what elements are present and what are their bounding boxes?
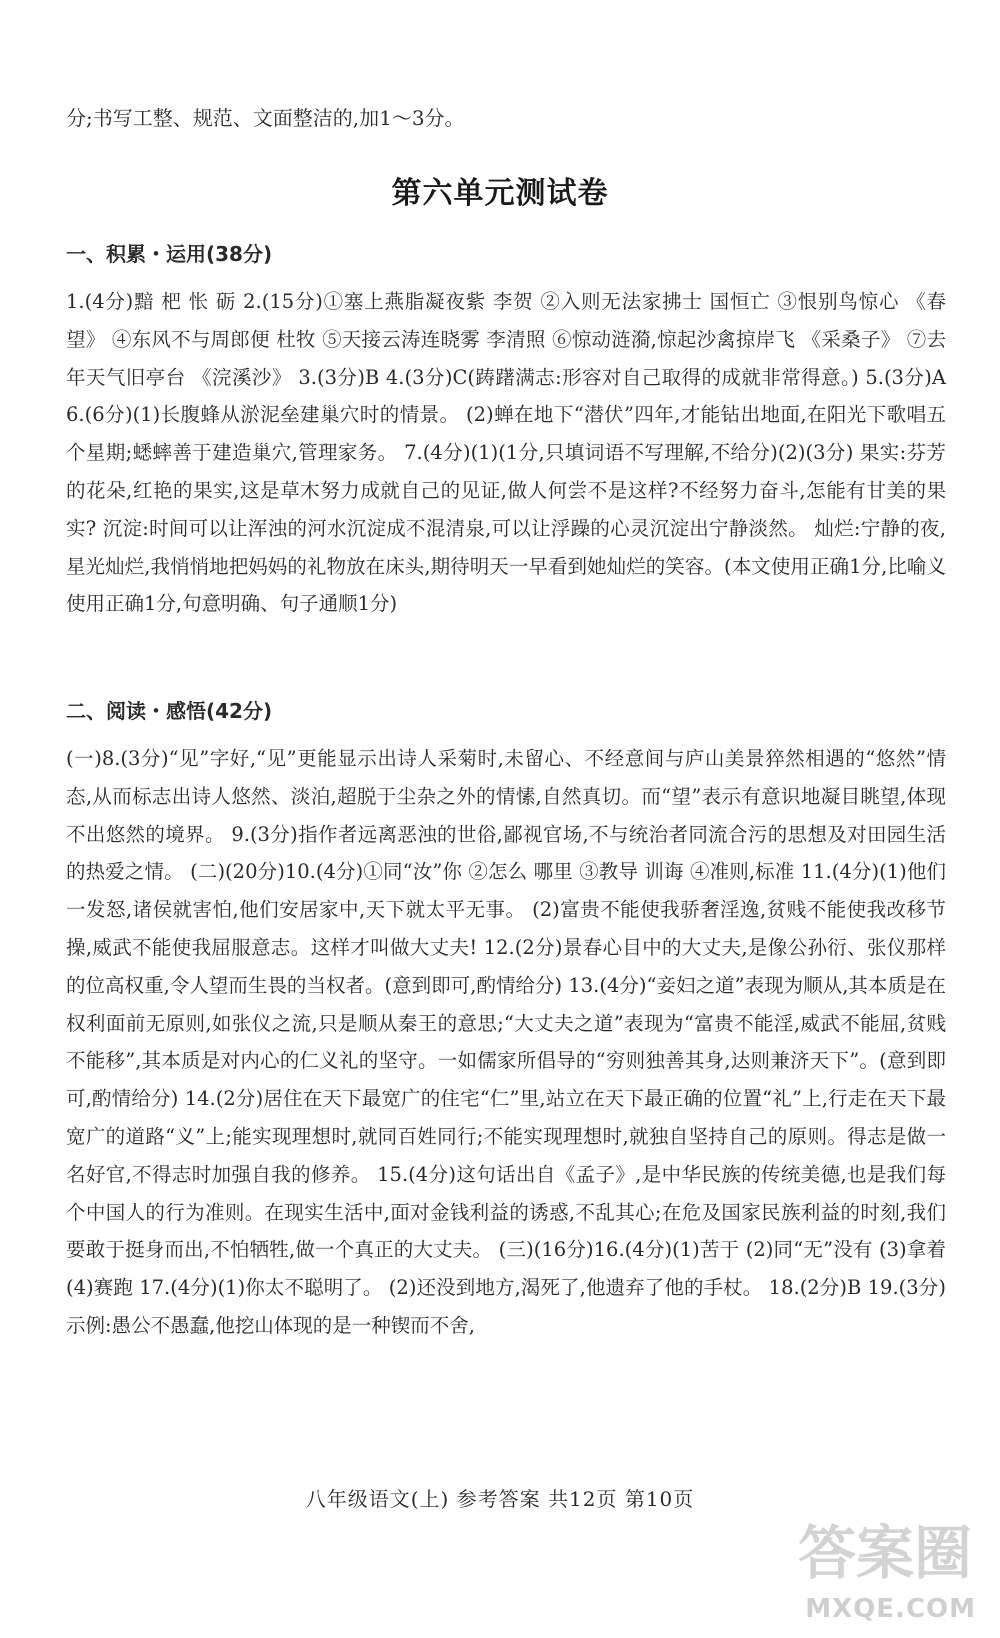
watermark-logo (776, 1494, 976, 1624)
section-heading-reading: 二、阅读・感悟(42分) (66, 699, 273, 723)
previous-section-tail: 分;书写工整、规范、文面整洁的,加1～3分。 (66, 106, 465, 130)
section-answers-accumulation: 1.(4分)黯 杷 怅 砺 2.(15分)①塞上燕脂凝夜紫 李贺 ②入则无法家拂士 国恒亡 ③恨别鸟惊心 《春望》 ④东风不与周郎便 杜牧 ⑤天接云涛连晓雾 李清照 ⑥惊动涟漪,惊起沙禽掠岸飞 《采桑子》 ⑦去年天气旧亭台 《浣溪沙》 3.(3分)B 4.(3分)C(踌躇满志:形容对自己取得的成就非常得意。) 5.(3分)A 6.(6分)(1)长腹蜂从淤泥垒建巢穴时的情景。 (2)蝉在地下“潜伏”四年,才能钻出地面,在阳光下歌唱五个星期;蟋蟀善于建造巢穴,管理家务。 7.(4分)(1)(1分,只填词语不写理解,不给分)(2)(3分) 果实:芬芳的花朵,红艳的果实,这是草木努力成就自己的见证,做人何尝不是这样?不经努力奋斗,怎能有甘美的果实? 沉淀:时间可以让浑浊的河水沉淀成不混清泉,可以让浮躁的心灵沉淀出宁静淡然。 灿烂:宁静的夜,星光灿烂,我悄悄地把妈妈的礼物放在床头,期待明天一早看到她灿烂的笑容。(本文使用正确1分,比喻义使用正确1分,句意明确、句子通顺1分) (66, 290, 946, 616)
page-title: 第六单元测试卷 (391, 176, 609, 211)
section-heading-accumulation: 一、积累・运用(38分) (66, 242, 273, 266)
watermark-url: MXQE.COM (805, 1594, 976, 1624)
section-answers-reading: (一)8.(3分)“见”字好,“见”更能显示出诗人采菊时,未留心、不经意间与庐山美景猝然相遇的“悠然”情态,从而标志出诗人悠然、淡泊,超脱于尘杂之外的情愫,自然真切。而“望”表示有意识地凝目眺望,体现不出悠然的境界。 9.(3分)指作者远离恶浊的世俗,鄙视官场,不与统治者同流合污的思想及对田园生活的热爱之情。 (二)(20分)10.(4分)①同“汝”你 ②怎么 哪里 ③教导 训诲 ④准则,标准 11.(4分)(1)他们一发怒,诸侯就害怕,他们安居家中,天下就太平无事。 (2)富贵不能使我骄奢淫逸,贫贱不能使我改移节操,威武不能使我屈服意志。这样才叫做大丈夫! 12.(2分)景春心目中的大丈夫,是像公孙衍、张仪那样的位高权重,令人望而生畏的当权者。(意到即可,酌情给分) 13.(4分)“妾妇之道”表现为顺从,其本质是在权利面前无原则,如张仪之流,只是顺从秦王的意思;“大丈夫之道”表现为“富贵不能淫,威武不能屈,贫贱不能移”,其本质是对内心的仁义礼的坚守。一如儒家所倡导的“穷则独善其身,达则兼济天下”。(意到即可,酌情给分) 14.(2分)居住在天下最宽广的住宅“仁”里,站立在天下最正确的位置“礼”上,行走在天下最宽广的道路“义”上;能实现理想时,就同百姓同行;不能实现理想时,就独自坚持自己的原则。得志是做一名好官,不得志时加强自我的修养。 15.(4分)这句话出自《孟子》,是中华民族的传统美德,也是我们每个中国人的行为准则。在现实生活中,面对金钱利益的诱惑,不乱其心;在危及国家民族利益的时刻,我们要敢于挺身而出,不怕牺牲,做一个真正的大丈夫。 (三)(16分)16.(4分)(1)苦于 (2)同“无”没有 (3)拿着 (4)赛跑 17.(4分)(1)你太不聪明了。 (2)还没到地方,渴死了,他遗弃了他的手杖。 18.(2分)B 19.(3分)示例:愚公不愚蠢,他挖山体现的是一种锲而不舍, (66, 747, 946, 1337)
watermark-chars: 答案圈 (797, 1519, 972, 1587)
page-footer: 八年级语文(上) 参考答案 共12页 第10页 (305, 1487, 695, 1511)
